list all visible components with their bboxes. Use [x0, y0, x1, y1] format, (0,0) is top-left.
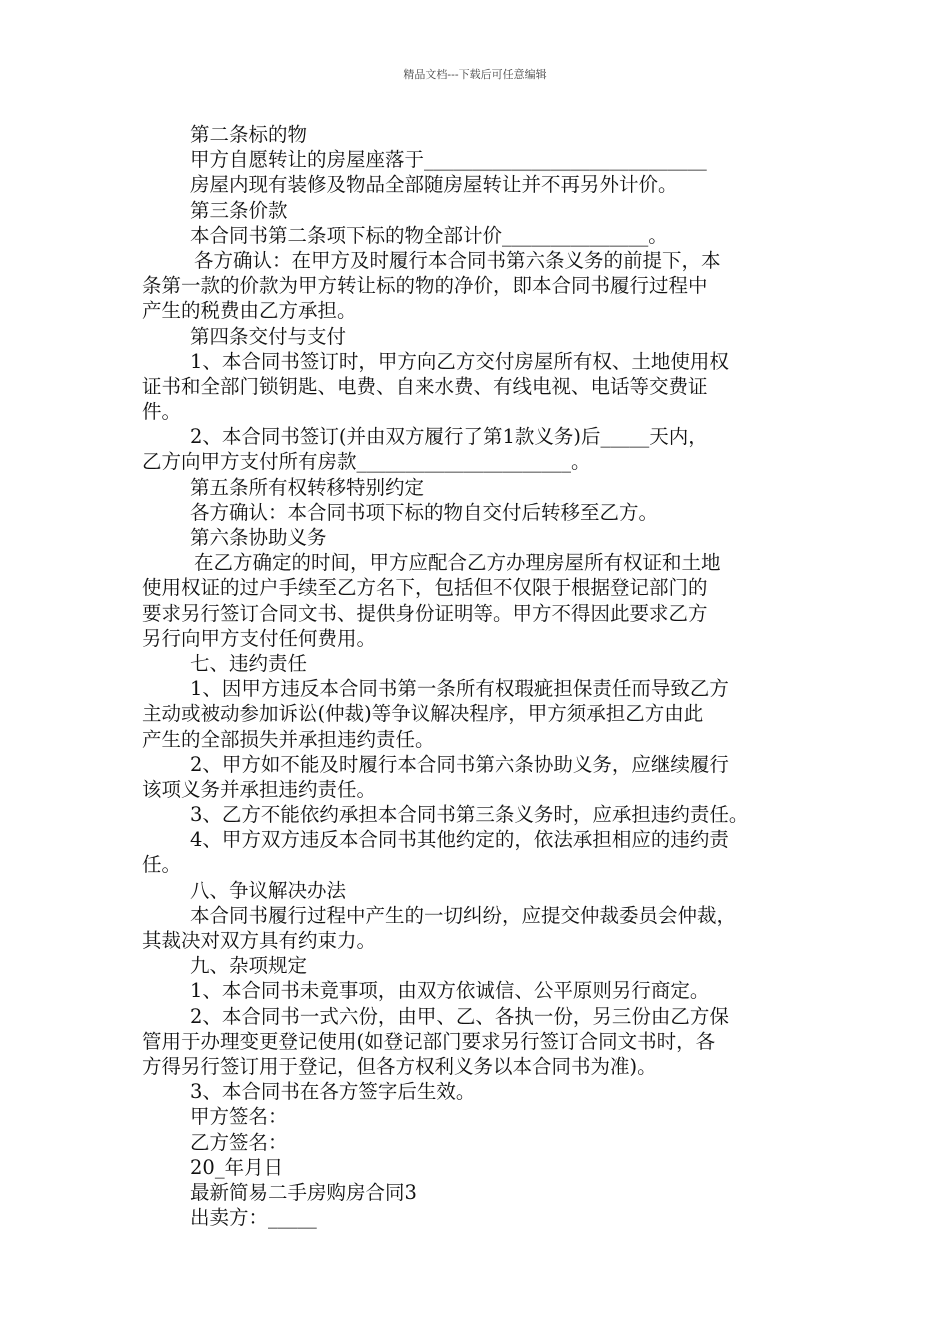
page-header: 精品文档---下载后可任意编辑	[403, 68, 547, 81]
paragraph-line: 2、甲方如不能及时履行本合同书第六条协助义务，应继续履行	[190, 752, 729, 776]
paragraph-line: 使用权证的过户手续至乙方名下，包括但不仅限于根据登记部门的	[142, 576, 708, 600]
paragraph-line: 该项义务并承担违约责任。	[142, 777, 377, 801]
section-title: 第六条协助义务	[190, 526, 327, 549]
document-title: 最新简易二手房购房合同3	[190, 1180, 417, 1204]
section-title: 七、违约责任	[190, 651, 308, 675]
paragraph-line: 3、乙方不能依约承担本合同书第三条义务时，应承担违约责任。	[190, 803, 749, 827]
section-title: 第四条交付与支付	[190, 324, 347, 348]
paragraph-line: 1、本合同书未竟事项，由双方依诚信、公平原则另行商定。	[190, 979, 710, 1003]
paragraph-line: 其裁决对双方具有约束力。	[142, 929, 377, 952]
section-title: 第五条所有权转移特别约定	[190, 475, 425, 499]
paragraph-line: 本合同书履行过程中产生的一切纠纷，应提交仲裁委员会仲裁，	[190, 903, 737, 927]
section-title: 九、杂项规定	[190, 954, 308, 978]
paragraph-line: 产生的税费由乙方承担。	[142, 299, 357, 323]
paragraph-line: 件。	[142, 400, 182, 424]
paragraph-line: 产生的全部损失并承担违约责任。	[142, 727, 435, 751]
paragraph-line: 乙方向甲方支付所有房款______________________。	[142, 450, 591, 474]
paragraph-line: 1、本合同书签订时，甲方向乙方交付房屋所有权、土地使用权	[190, 349, 729, 373]
paragraph-line: 4、甲方双方违反本合同书其他约定的，依法承担相应的违约责	[190, 828, 729, 852]
paragraph-line: 甲方自愿转让的房屋座落于_____________________________	[190, 148, 707, 172]
paragraph-line: 要求另行签订合同文书、提供身份证明等。甲方不得因此要求乙方	[142, 601, 708, 625]
paragraph-line: 方得另行签订用于登记，但各方权利义务以本合同书为准)。	[142, 1054, 657, 1078]
paragraph-line: 任。	[142, 853, 182, 877]
section-title: 八、争议解决办法	[190, 878, 347, 902]
paragraph-line: 条第一款的价款为甲方转让标的物的净价，即本合同书履行过程中	[142, 274, 708, 298]
section-title: 第二条标的物	[190, 123, 308, 146]
section-title: 第三条价款	[190, 198, 288, 222]
paragraph-line: 管用于办理变更登记使用(如登记部门要求另行签订合同文书时，各	[142, 1029, 716, 1053]
paragraph-line: 在乙方确定的时间，甲方应配合乙方办理房屋所有权证和土地	[194, 551, 721, 575]
paragraph-line: 本合同书第二条项下标的物全部计价_______________。	[190, 223, 668, 247]
paragraph-line: 1、因甲方违反本合同书第一条所有权瑕疵担保责任而导致乙方	[190, 677, 729, 701]
signature-line-party-a: 甲方签名：	[190, 1105, 288, 1129]
date-line: 20_年月日	[190, 1155, 284, 1179]
paragraph-line: 房屋内现有装修及物品全部随房屋转让并不再另外计价。	[190, 173, 678, 197]
paragraph-line: 2、本合同书签订(并由双方履行了第1款义务)后_____天内，	[190, 425, 708, 449]
paragraph-line: 2、本合同书一式六份，由甲、乙、各执一份，另三份由乙方保	[190, 1004, 729, 1028]
paragraph-line: 证书和全部门锁钥匙、电费、自来水费、有线电视、电话等交费证	[142, 374, 708, 398]
seller-line: 出卖方：_____	[190, 1206, 317, 1230]
paragraph-line: 主动或被动参加诉讼(仲裁)等争议解决程序，甲方须承担乙方由此	[142, 702, 704, 726]
signature-line-party-b: 乙方签名：	[190, 1130, 288, 1154]
paragraph-line: 3、本合同书在各方签字后生效。	[190, 1080, 476, 1104]
paragraph-line: 各方确认：在甲方及时履行本合同书第六条义务的前提下，本	[194, 248, 721, 272]
document-body	[142, 122, 822, 1230]
paragraph-line: 各方确认：本合同书项下标的物自交付后转移至乙方。	[190, 500, 659, 524]
paragraph-line: 另行向甲方支付任何费用。	[142, 626, 377, 650]
